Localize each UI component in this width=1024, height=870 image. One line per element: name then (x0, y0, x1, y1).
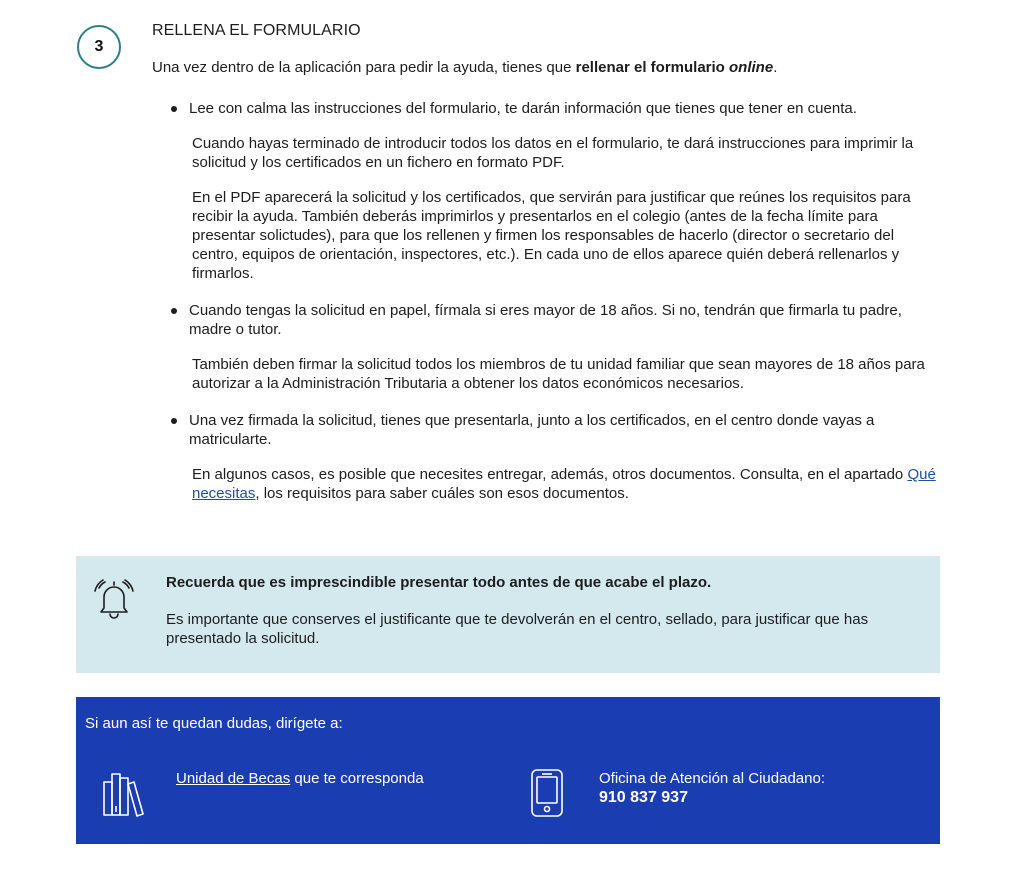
unidad-becas-link[interactable]: Unidad de Becas (176, 770, 291, 787)
bullet-text: Lee con calma las instrucciones del formulario, te darán información que tienes que tener en cuenta. (189, 100, 857, 117)
reminder-text: Es importante que conserves el justificante que te devolverán en el centro, sellado, para justificar que has presentado la solicitud. (166, 611, 869, 647)
bullet-text: Una vez firmada la solicitud, tienes que presentarla, junto a los certificados, en el centro donde vayas a matricularte. (189, 412, 875, 448)
mobile-phone-icon (529, 769, 565, 817)
list-item (170, 301, 940, 393)
bullet-subtext: Cuando hayas terminado de introducir todos los datos en el formulario, te dará instrucciones para imprimir la solicitud y los certificados en un fichero en formato PDF. (192, 135, 914, 171)
bullet-subtext: También deben firmar la solicitud todos los miembros de tu unidad familiar que sean mayores de 18 años para autorizar a la Administración Tributaria a obtener los datos económicos necesarios. (192, 356, 925, 392)
step-intro (152, 58, 777, 78)
becas-text: que te corresponda (290, 770, 424, 787)
bullet-text: Cuando tengas la solicitud en papel, fírmala si eres mayor de 18 años. Si no, tendrán que firmarla tu padre, madre o tutor. (189, 302, 902, 338)
step-number-badge: 3 (77, 25, 121, 69)
instructions-list (170, 99, 940, 521)
becas-contact (176, 770, 424, 787)
intro-end: . (773, 59, 778, 76)
intro-italic-text: online (729, 59, 774, 76)
bullet-subtext (189, 465, 940, 503)
que-necesitas-link[interactable]: Qué necesitas (192, 466, 936, 502)
intro-bold-text: rellenar el formulario (575, 59, 730, 76)
help-box (76, 697, 940, 844)
list-item (170, 411, 940, 503)
intro-text: Una vez dentro de la aplicación para pedir la ayuda, tienes que (152, 59, 576, 76)
office-title: Oficina de Atención al Ciudadano: (599, 770, 825, 787)
subtext-before: En algunos casos, es posible que necesites entregar, además, otros documentos. Consulta, en el apartado (192, 466, 908, 483)
bell-ringing-icon (90, 574, 138, 622)
bullet-subtext: En el PDF aparecerá la solicitud y los certificados, que servirán para justificar que reúnes los requisitos para recibir la ayuda. También deberás imprimirlos y presentarlos en el colegio (antes de la fecha límite para presentar solictudes), para que los rellenen y firmen los responsables de hacerlo (director o secretario del centro, equipos de orientación, inspectores, etc.). En cada uno de ellos aparece quién deberá rellenarlos y firmarlos. (192, 189, 911, 282)
reminder-title: Recuerda que es imprescindible presentar todo antes de que acabe el plazo. (166, 574, 712, 591)
subtext-after: , los requisitos para saber cuáles son esos documentos. (255, 485, 629, 502)
books-icon (102, 770, 150, 818)
help-title: Si aun así te quedan dudas, dirígete a: (85, 715, 343, 732)
step-title: RELLENA EL FORMULARIO (152, 22, 361, 39)
reminder-box (76, 556, 940, 673)
office-phone-number: 910 837 937 (599, 789, 688, 806)
list-item (170, 99, 940, 283)
